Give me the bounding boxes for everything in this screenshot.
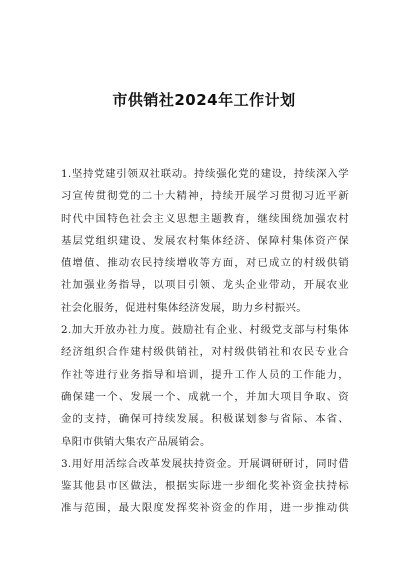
body-line: 值增值、推动农民持续增收等方面，对已成立的村级供销 [61, 257, 349, 270]
body-line: 经济组织合作建村级供销社，对村级供销社和农民专业合 [61, 346, 349, 359]
document-title: 市供销社2024年工作计划 [112, 91, 296, 109]
body-line: 社加强业务指导，以项目引领、龙头企业带动，开展农业 [61, 279, 349, 292]
body-line: 时代中国特色社会主义思想主题教育，继续围绕加强农村 [61, 212, 349, 225]
body-line: 准与范围，最大限度发挥奖补资金的作用，进一步推动供 [61, 502, 349, 515]
body-line: 阜阳市供销大集农产品展销会。 [61, 435, 211, 448]
body-line: 1.坚持党建引领双社联动。持续强化党的建设，持续深入学 [61, 168, 349, 180]
body-line: 社会化服务，促进村集体经济发展，助力乡村振兴。 [61, 301, 307, 314]
body-line: 金的支持，确保可持续发展。积极谋划参与省际、本省、 [61, 413, 349, 426]
body-line: 基层党组织建设、发展农村集体经济、保障村集体资产保 [61, 234, 349, 247]
body-line: 2.加大开放办社力度。鼓励社有企业、村级党支部与村集体 [61, 324, 349, 337]
body-line: 习宣传贯彻党的二十大精神，持续开展学习贯彻习近平新 [61, 190, 349, 203]
body-line: 确保建一个、发展一个、成就一个，并加大项目争取、资 [61, 390, 349, 403]
body-line: 3.用好用活综合改革发展扶持资金。开展调研研讨，同时借 [61, 457, 349, 470]
body-line: 作社等进行业务指导和培训，提升工作人员的工作能力， [61, 368, 349, 381]
body-line: 鉴其他县市区做法，根据实际进一步细化奖补资金扶持标 [61, 480, 349, 493]
document-body [61, 163, 349, 520]
